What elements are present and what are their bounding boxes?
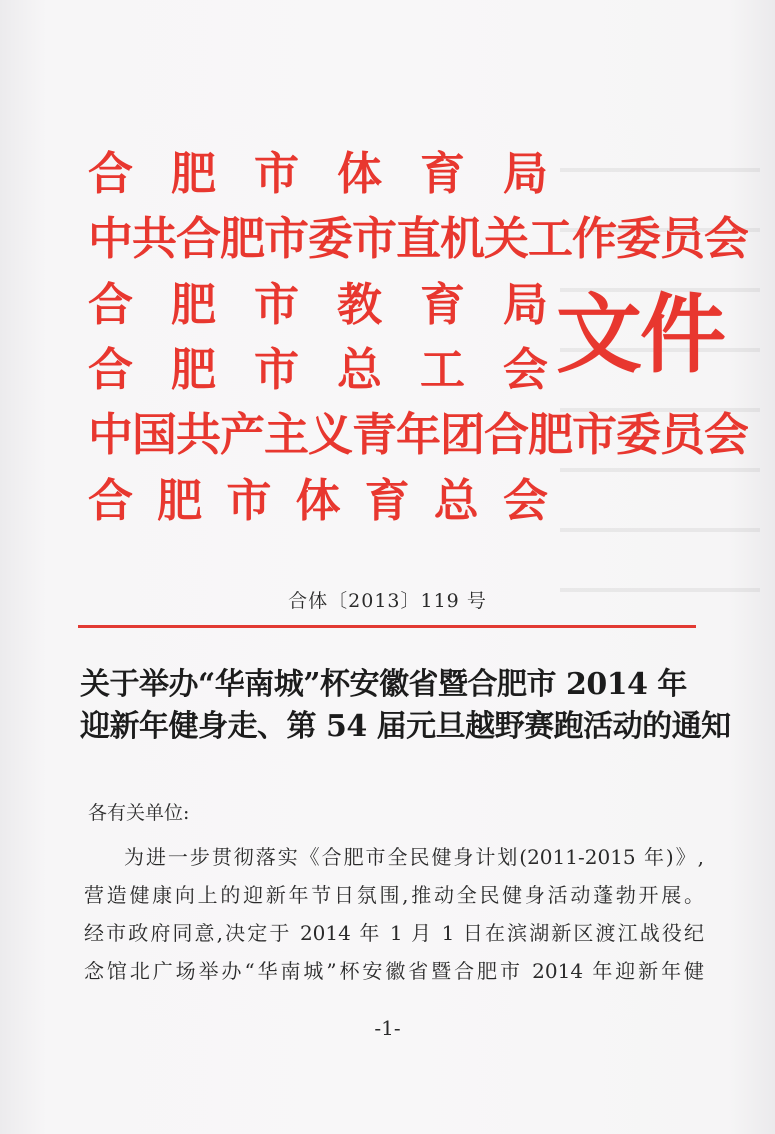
issuer-char: 市	[253, 278, 299, 331]
issuer-line-1	[88, 146, 548, 202]
page-number: -1-	[374, 1016, 401, 1040]
issuer-line-3	[88, 277, 548, 333]
issuer-char: 肥	[157, 474, 203, 527]
body-line-4: 念馆北广场举办“华南城”杯安徽省暨合肥市 2014 年迎新年健	[84, 959, 704, 983]
issuer-char: 会	[502, 343, 548, 396]
issuer-char: 育	[419, 278, 465, 331]
issuer-char: 合	[88, 278, 134, 331]
issuer-char: 局	[502, 278, 548, 331]
issuer-char: 市	[253, 147, 299, 200]
issuer-line-6	[88, 473, 548, 529]
title-line-2: 迎新年健身走、第 54 届元旦越野赛跑活动的通知	[80, 709, 731, 744]
title-line-1: 关于举办“华南城”杯安徽省暨合肥市 2014 年	[80, 667, 687, 702]
issuer-char: 会	[502, 474, 548, 527]
issuer-char: 肥	[170, 147, 216, 200]
issuer-char: 总	[336, 343, 382, 396]
issuer-char: 体	[336, 147, 382, 200]
issuer-line-2: 中共合肥市委市直机关工作委员会	[88, 212, 749, 265]
body-line-2: 营造健康向上的迎新年节日氛围,推动全民健身活动蓬勃开展。	[84, 883, 704, 907]
issuer-char: 局	[502, 147, 548, 200]
document-number: 合体〔2013〕119 号	[288, 590, 487, 612]
issuer-char: 总	[433, 474, 479, 527]
issuer-line-4	[88, 342, 548, 398]
body-line-1: 为进一步贯彻落实《合肥市全民健身计划(2011-2015 年)》,	[124, 845, 704, 869]
body-line-3: 经市政府同意,决定于 2014 年 1 月 1 日在滨湖新区渡江战役纪	[84, 921, 704, 945]
issuer-char: 合	[88, 147, 134, 200]
issuer-char: 合	[88, 343, 134, 396]
issuer-char: 市	[253, 343, 299, 396]
issuer-line-5: 中国共产主义青年团合肥市委员会	[88, 408, 749, 461]
issuer-char: 教	[336, 278, 382, 331]
salutation: 各有关单位:	[88, 802, 190, 824]
issuer-char: 市	[226, 474, 272, 527]
issuer-char: 肥	[170, 343, 216, 396]
issuer-char: 体	[295, 474, 341, 527]
document-word: 文件	[556, 284, 724, 385]
issuer-char: 育	[419, 147, 465, 200]
red-divider	[78, 625, 696, 628]
issuer-char: 育	[364, 474, 410, 527]
issuer-char: 合	[88, 474, 134, 527]
issuer-char: 工	[419, 343, 465, 396]
issuer-char: 肥	[170, 278, 216, 331]
